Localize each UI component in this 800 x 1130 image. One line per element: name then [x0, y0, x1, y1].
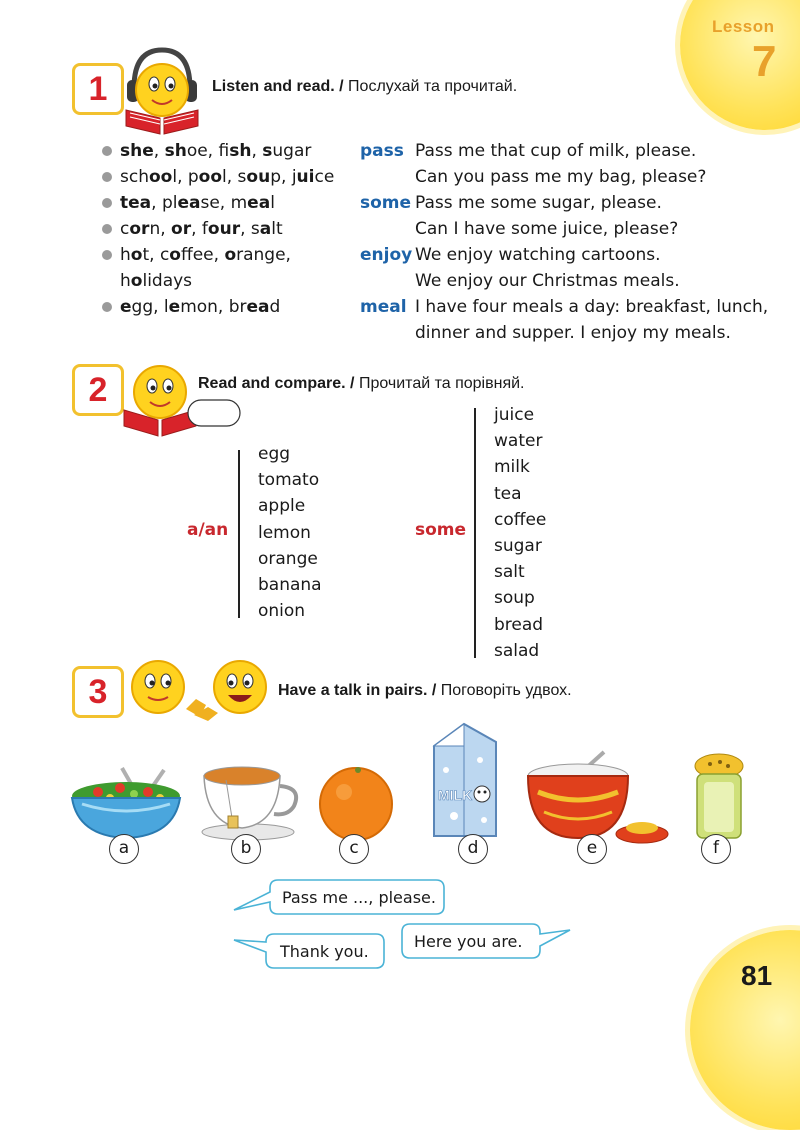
- sound-text: range,: [236, 245, 291, 265]
- vocab-sentence: I have four meals a day: breakfast, lunch,: [415, 297, 769, 317]
- vocab-entry: [360, 138, 770, 190]
- sound-word-list: [100, 138, 360, 320]
- exercise-2-number: 2: [72, 364, 124, 416]
- word-item: salt: [494, 562, 525, 583]
- word-item: apple: [258, 496, 306, 517]
- sound-highlight: tea: [120, 193, 152, 213]
- label-some: some: [415, 520, 467, 540]
- word-item: orange: [258, 548, 318, 569]
- word-item: banana: [258, 575, 322, 596]
- sound-text: ugar: [272, 141, 312, 161]
- label-a-an: a/an: [187, 520, 229, 540]
- page-number: 81: [741, 960, 773, 991]
- speech-bubble-thanks: [230, 930, 390, 974]
- word-item: lemon: [258, 522, 311, 543]
- carton-text: MILK: [438, 787, 473, 803]
- sound-highlight: ou: [246, 167, 271, 187]
- sugar-bowl-icon: [522, 748, 672, 846]
- word-item: coffee: [494, 509, 547, 530]
- sound-text: ce: [314, 167, 335, 187]
- vocab-sentence: We enjoy watching cartoons.: [415, 245, 661, 265]
- sound-text: sch: [120, 167, 149, 187]
- sound-text: lt: [271, 219, 283, 239]
- vocab-sentences: [415, 190, 770, 242]
- sound-text: ,: [153, 141, 165, 161]
- sound-text: mon, br: [180, 297, 247, 317]
- sound-highlight: ui: [296, 167, 315, 187]
- a-an-word-list: [258, 441, 322, 624]
- sound-line: [100, 242, 360, 268]
- smiley-headphones-icon: [120, 46, 205, 136]
- vocab-sentence: Can you pass me my bag, please?: [415, 167, 707, 187]
- vocab-word: enjoy: [360, 245, 413, 265]
- sound-text: c: [120, 219, 130, 239]
- word-item: sugar: [494, 536, 542, 557]
- sound-highlight: o: [130, 271, 143, 291]
- vocab-sentences: [415, 294, 770, 346]
- sound-text: , f: [191, 219, 208, 239]
- instruction-ua: Поговоріть удвох.: [440, 682, 572, 699]
- picture-label-d: d: [458, 834, 488, 864]
- speech-bubble-here: [398, 920, 574, 964]
- word-item: onion: [258, 601, 306, 622]
- sound-line: [100, 164, 360, 190]
- bubble-pass-text: Pass me ..., please.: [282, 888, 436, 907]
- vocab-word: some: [360, 193, 412, 213]
- instruction-en: Listen and read. /: [212, 78, 344, 95]
- sound-highlight: sh: [164, 141, 187, 161]
- sound-highlight: e: [120, 297, 132, 317]
- vocab-sentences: [415, 242, 770, 294]
- sound-highlight: or: [129, 219, 150, 239]
- sound-text: p, j: [270, 167, 297, 187]
- word-item: soup: [494, 588, 535, 609]
- sound-highlight: a: [259, 219, 272, 239]
- vocab-word: pass: [360, 141, 404, 161]
- sound-text: n,: [149, 219, 172, 239]
- some-word-list: [494, 402, 546, 664]
- sound-text: l: [270, 193, 275, 213]
- bubble-here-text: Here you are.: [414, 932, 523, 951]
- orange-icon: [314, 762, 398, 842]
- word-item: tea: [494, 483, 522, 504]
- word-item: tomato: [258, 470, 320, 491]
- sound-highlight: s: [262, 141, 273, 161]
- two-smileys-talking-icon: [128, 655, 273, 723]
- vocab-sentence: Can I have some juice, please?: [415, 219, 679, 239]
- sound-text: ,: [251, 141, 263, 161]
- sound-text: gg, l: [131, 297, 169, 317]
- sound-text: t, c: [142, 245, 170, 265]
- sound-highlight: o: [169, 245, 181, 265]
- instruction-ua: Прочитай та порівняй.: [358, 375, 525, 392]
- exercise-2-instruction: [198, 375, 525, 393]
- sound-text: , pl: [151, 193, 178, 213]
- vocab-word: meal: [360, 297, 407, 317]
- sound-highlight: o: [224, 245, 237, 265]
- vocab-sentences: [415, 138, 770, 190]
- sound-text: h: [120, 271, 131, 291]
- lesson-number: 7: [752, 37, 777, 86]
- sound-highlight: sh: [229, 141, 252, 161]
- milk-carton-icon: [424, 720, 506, 842]
- word-item: milk: [494, 457, 530, 478]
- sound-highlight: our: [207, 219, 241, 239]
- sound-text: , s: [240, 219, 260, 239]
- sound-line: [100, 138, 360, 164]
- picture-label-e: e: [577, 834, 607, 864]
- sound-line: [100, 190, 360, 216]
- speech-bubble-pass: [230, 876, 450, 920]
- salt-shaker-icon: [690, 752, 748, 842]
- picture-label-c: c: [339, 834, 369, 864]
- divider-a-an: [238, 450, 240, 618]
- exercise-3-number: 3: [72, 666, 124, 718]
- sound-highlight: ea: [177, 193, 201, 213]
- vocab-sentence: We enjoy our Christmas meals.: [415, 271, 680, 291]
- bubble-thanks-text: Thank you.: [280, 942, 369, 961]
- sound-text: h: [120, 245, 131, 265]
- sound-highlight: e: [168, 297, 181, 317]
- sound-highlight: ea: [246, 297, 270, 317]
- instruction-en: Have a talk in pairs. /: [278, 682, 437, 699]
- vocab-sentence: Pass me some sugar, please.: [415, 193, 662, 213]
- exercise-3-instruction: [278, 682, 572, 700]
- vocab-entry: [360, 190, 770, 242]
- sound-highlight: oo: [148, 167, 173, 187]
- sound-line: [100, 268, 360, 294]
- vocab-entry: [360, 294, 770, 346]
- salad-bowl-icon: [68, 762, 186, 842]
- instruction-ua: Послухай та прочитай.: [348, 78, 518, 95]
- sound-highlight: or: [171, 219, 192, 239]
- sound-highlight: oo: [198, 167, 223, 187]
- instruction-en: Read and compare. /: [198, 375, 355, 392]
- sound-text: oe, fi: [186, 141, 230, 161]
- sound-line: [100, 216, 360, 242]
- sound-text: d: [269, 297, 281, 317]
- sound-text: l, s: [222, 167, 247, 187]
- sound-highlight: she: [120, 141, 154, 161]
- picture-label-a: a: [109, 834, 139, 864]
- sound-text: ffee,: [180, 245, 225, 265]
- word-item: salad: [494, 640, 540, 661]
- sound-text: lidays: [142, 271, 193, 291]
- sound-highlight: o: [130, 245, 143, 265]
- exercise-1-instruction: [212, 78, 517, 96]
- sound-line: [100, 294, 360, 320]
- exercise-1-number: 1: [72, 63, 124, 115]
- vocab-entry: [360, 242, 770, 294]
- sound-text: l, p: [172, 167, 199, 187]
- picture-label-b: b: [231, 834, 261, 864]
- word-item: juice: [494, 405, 535, 425]
- tea-cup-icon: [198, 762, 302, 842]
- word-item: water: [494, 431, 543, 452]
- word-item: egg: [258, 444, 291, 464]
- picture-label-f: f: [701, 834, 731, 864]
- sound-text: se, m: [200, 193, 248, 213]
- sound-highlight: ea: [247, 193, 271, 213]
- divider-some: [474, 408, 476, 658]
- lesson-label: Lesson: [712, 17, 775, 36]
- smiley-reading-icon: [120, 360, 245, 440]
- vocabulary-list: [360, 138, 770, 346]
- vocab-sentence: dinner and supper. I enjoy my meals.: [415, 323, 731, 343]
- word-item: bread: [494, 614, 544, 635]
- vocab-sentence: Pass me that cup of milk, please.: [415, 141, 697, 161]
